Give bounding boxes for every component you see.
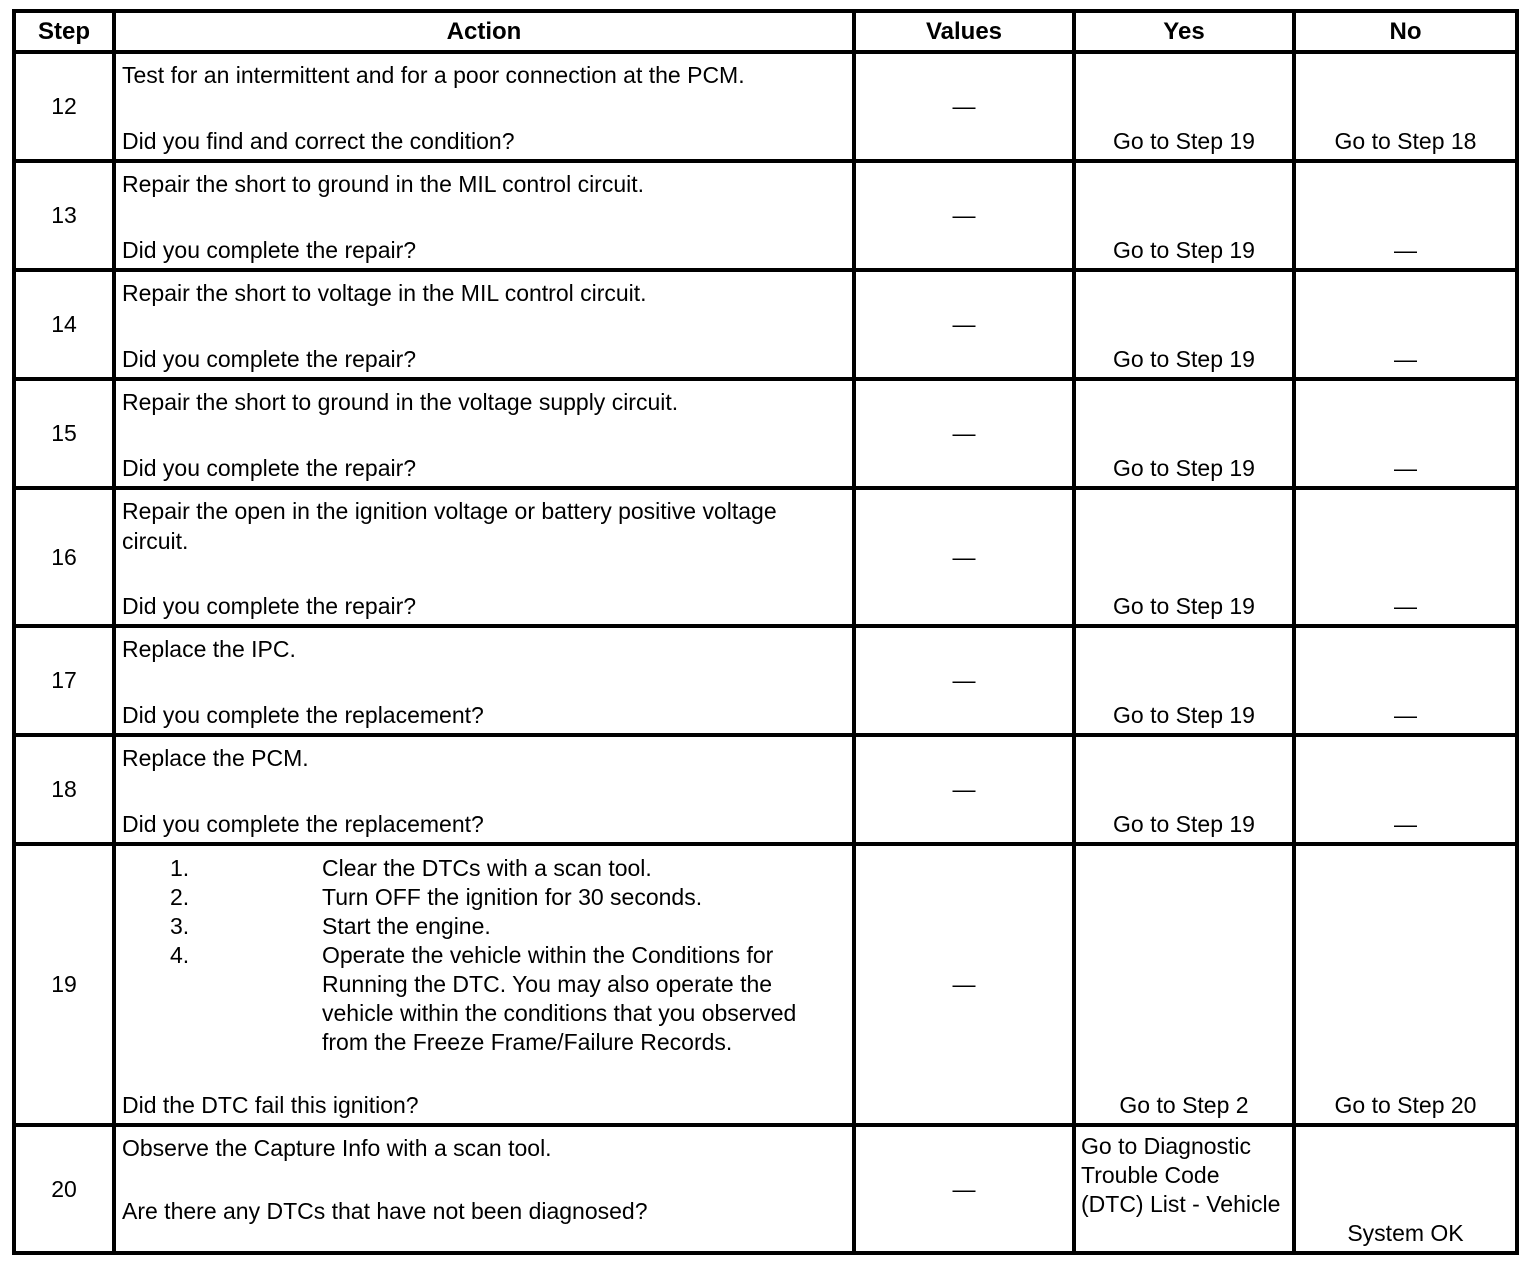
no-value: — <box>1394 593 1417 619</box>
yes-cell <box>1074 52 1294 161</box>
values-cell: — <box>854 844 1074 1125</box>
no-value: — <box>1394 237 1417 263</box>
no-link[interactable]: Go to Step 18 <box>1334 128 1477 154</box>
table-row <box>14 844 1517 1125</box>
table-row <box>14 626 1517 735</box>
substep-item <box>116 854 842 883</box>
values-cell: — <box>854 52 1074 161</box>
substep-text: Operate the vehicle within the Conditions for Running the DTC. You may also operate the vehicle within the conditions that you observed from the Freeze Frame/Failure Records. <box>322 942 797 1055</box>
no-value: — <box>1394 455 1417 481</box>
no-cell <box>1294 270 1517 379</box>
values-cell: — <box>854 379 1074 488</box>
yes-cell <box>1074 379 1294 488</box>
action-question: Did you complete the repair? <box>122 237 417 263</box>
values-cell: — <box>854 626 1074 735</box>
action-cell <box>114 379 854 488</box>
action-question: Are there any DTCs that have not been diagnosed? <box>122 1198 648 1224</box>
step-number: 13 <box>14 161 114 270</box>
yes-link[interactable]: Go to Diagnostic Trouble Code (DTC) List - Vehicle <box>1081 1133 1281 1217</box>
no-cell <box>1294 161 1517 270</box>
no-cell <box>1294 1125 1517 1253</box>
action-question: Did the DTC fail this ignition? <box>122 1092 419 1118</box>
yes-link[interactable]: Go to Step 19 <box>1113 237 1255 263</box>
substep-number: 3. <box>170 913 190 939</box>
yes-cell <box>1074 161 1294 270</box>
action-cell <box>114 161 854 270</box>
no-cell <box>1294 52 1517 161</box>
yes-cell <box>1074 844 1294 1125</box>
action-cell <box>114 270 854 379</box>
yes-link[interactable]: Go to Step 2 <box>1119 1092 1249 1118</box>
substep-list <box>116 854 842 1057</box>
no-cell <box>1294 626 1517 735</box>
no-cell <box>1294 488 1517 626</box>
step-number: 19 <box>14 844 114 1125</box>
substep-item <box>116 912 842 941</box>
action-text: Replace the PCM. <box>122 745 309 771</box>
action-cell <box>114 735 854 844</box>
table-row <box>14 1125 1517 1253</box>
action-cell <box>114 844 854 1125</box>
no-value: — <box>1394 811 1417 837</box>
action-text: Observe the Capture Info with a scan tool. <box>122 1135 552 1161</box>
no-cell <box>1294 844 1517 1125</box>
action-question: Did you complete the repair? <box>122 346 417 372</box>
no-value: System OK <box>1347 1220 1464 1246</box>
action-question: Did you complete the replacement? <box>122 811 484 837</box>
yes-cell <box>1074 735 1294 844</box>
yes-cell <box>1074 1125 1294 1253</box>
step-number: 15 <box>14 379 114 488</box>
yes-link[interactable]: Go to Step 19 <box>1113 128 1255 154</box>
substep-text: Start the engine. <box>322 913 491 939</box>
action-question: Did you complete the repair? <box>122 593 417 619</box>
table-row <box>14 379 1517 488</box>
yes-cell <box>1074 626 1294 735</box>
substep-number: 4. <box>170 942 190 968</box>
substep-text: Clear the DTCs with a scan tool. <box>322 855 652 881</box>
substep-text: Turn OFF the ignition for 30 seconds. <box>322 884 703 910</box>
substep-number: 2. <box>170 884 190 910</box>
table-row <box>14 161 1517 270</box>
values-cell: — <box>854 270 1074 379</box>
action-cell <box>114 488 854 626</box>
action-question: Did you complete the repair? <box>122 455 417 481</box>
header-row <box>14 11 1517 52</box>
header-step: Step <box>14 11 114 52</box>
action-text: Repair the short to ground in the voltage supply circuit. <box>122 389 679 415</box>
step-number: 17 <box>14 626 114 735</box>
yes-cell <box>1074 488 1294 626</box>
values-cell: — <box>854 735 1074 844</box>
no-value: — <box>1394 702 1417 728</box>
header-action: Action <box>114 11 854 52</box>
action-text: Test for an intermittent and for a poor connection at the PCM. <box>122 62 745 88</box>
table-row <box>14 52 1517 161</box>
table-row <box>14 270 1517 379</box>
values-cell: — <box>854 161 1074 270</box>
step-number: 16 <box>14 488 114 626</box>
no-link[interactable]: Go to Step 20 <box>1334 1092 1477 1118</box>
values-cell: — <box>854 488 1074 626</box>
action-text: Repair the short to voltage in the MIL control circuit. <box>122 280 647 306</box>
header-values: Values <box>854 11 1074 52</box>
step-number: 18 <box>14 735 114 844</box>
action-text: Replace the IPC. <box>122 636 296 662</box>
yes-link[interactable]: Go to Step 19 <box>1113 593 1255 619</box>
values-cell: — <box>854 1125 1074 1253</box>
substep-number: 1. <box>170 855 190 881</box>
yes-link[interactable]: Go to Step 19 <box>1113 702 1255 728</box>
header-no: No <box>1294 11 1517 52</box>
substep-item <box>116 941 842 1057</box>
yes-link[interactable]: Go to Step 19 <box>1113 811 1255 837</box>
action-question: Did you complete the replacement? <box>122 702 484 728</box>
substep-item <box>116 883 842 912</box>
action-text: Repair the open in the ignition voltage or battery positive voltage circuit. <box>122 498 777 554</box>
no-cell <box>1294 379 1517 488</box>
step-number: 12 <box>14 52 114 161</box>
header-yes: Yes <box>1074 11 1294 52</box>
action-cell <box>114 52 854 161</box>
yes-link[interactable]: Go to Step 19 <box>1113 346 1255 372</box>
no-value: — <box>1394 346 1417 372</box>
table-row <box>14 488 1517 626</box>
step-number: 14 <box>14 270 114 379</box>
no-cell <box>1294 735 1517 844</box>
step-number: 20 <box>14 1125 114 1253</box>
action-cell <box>114 1125 854 1253</box>
action-text: Repair the short to ground in the MIL control circuit. <box>122 171 645 197</box>
yes-cell <box>1074 270 1294 379</box>
action-question: Did you find and correct the condition? <box>122 128 515 154</box>
action-cell <box>114 626 854 735</box>
diagnostic-table <box>12 9 1519 1255</box>
yes-link[interactable]: Go to Step 19 <box>1113 455 1255 481</box>
table-row <box>14 735 1517 844</box>
